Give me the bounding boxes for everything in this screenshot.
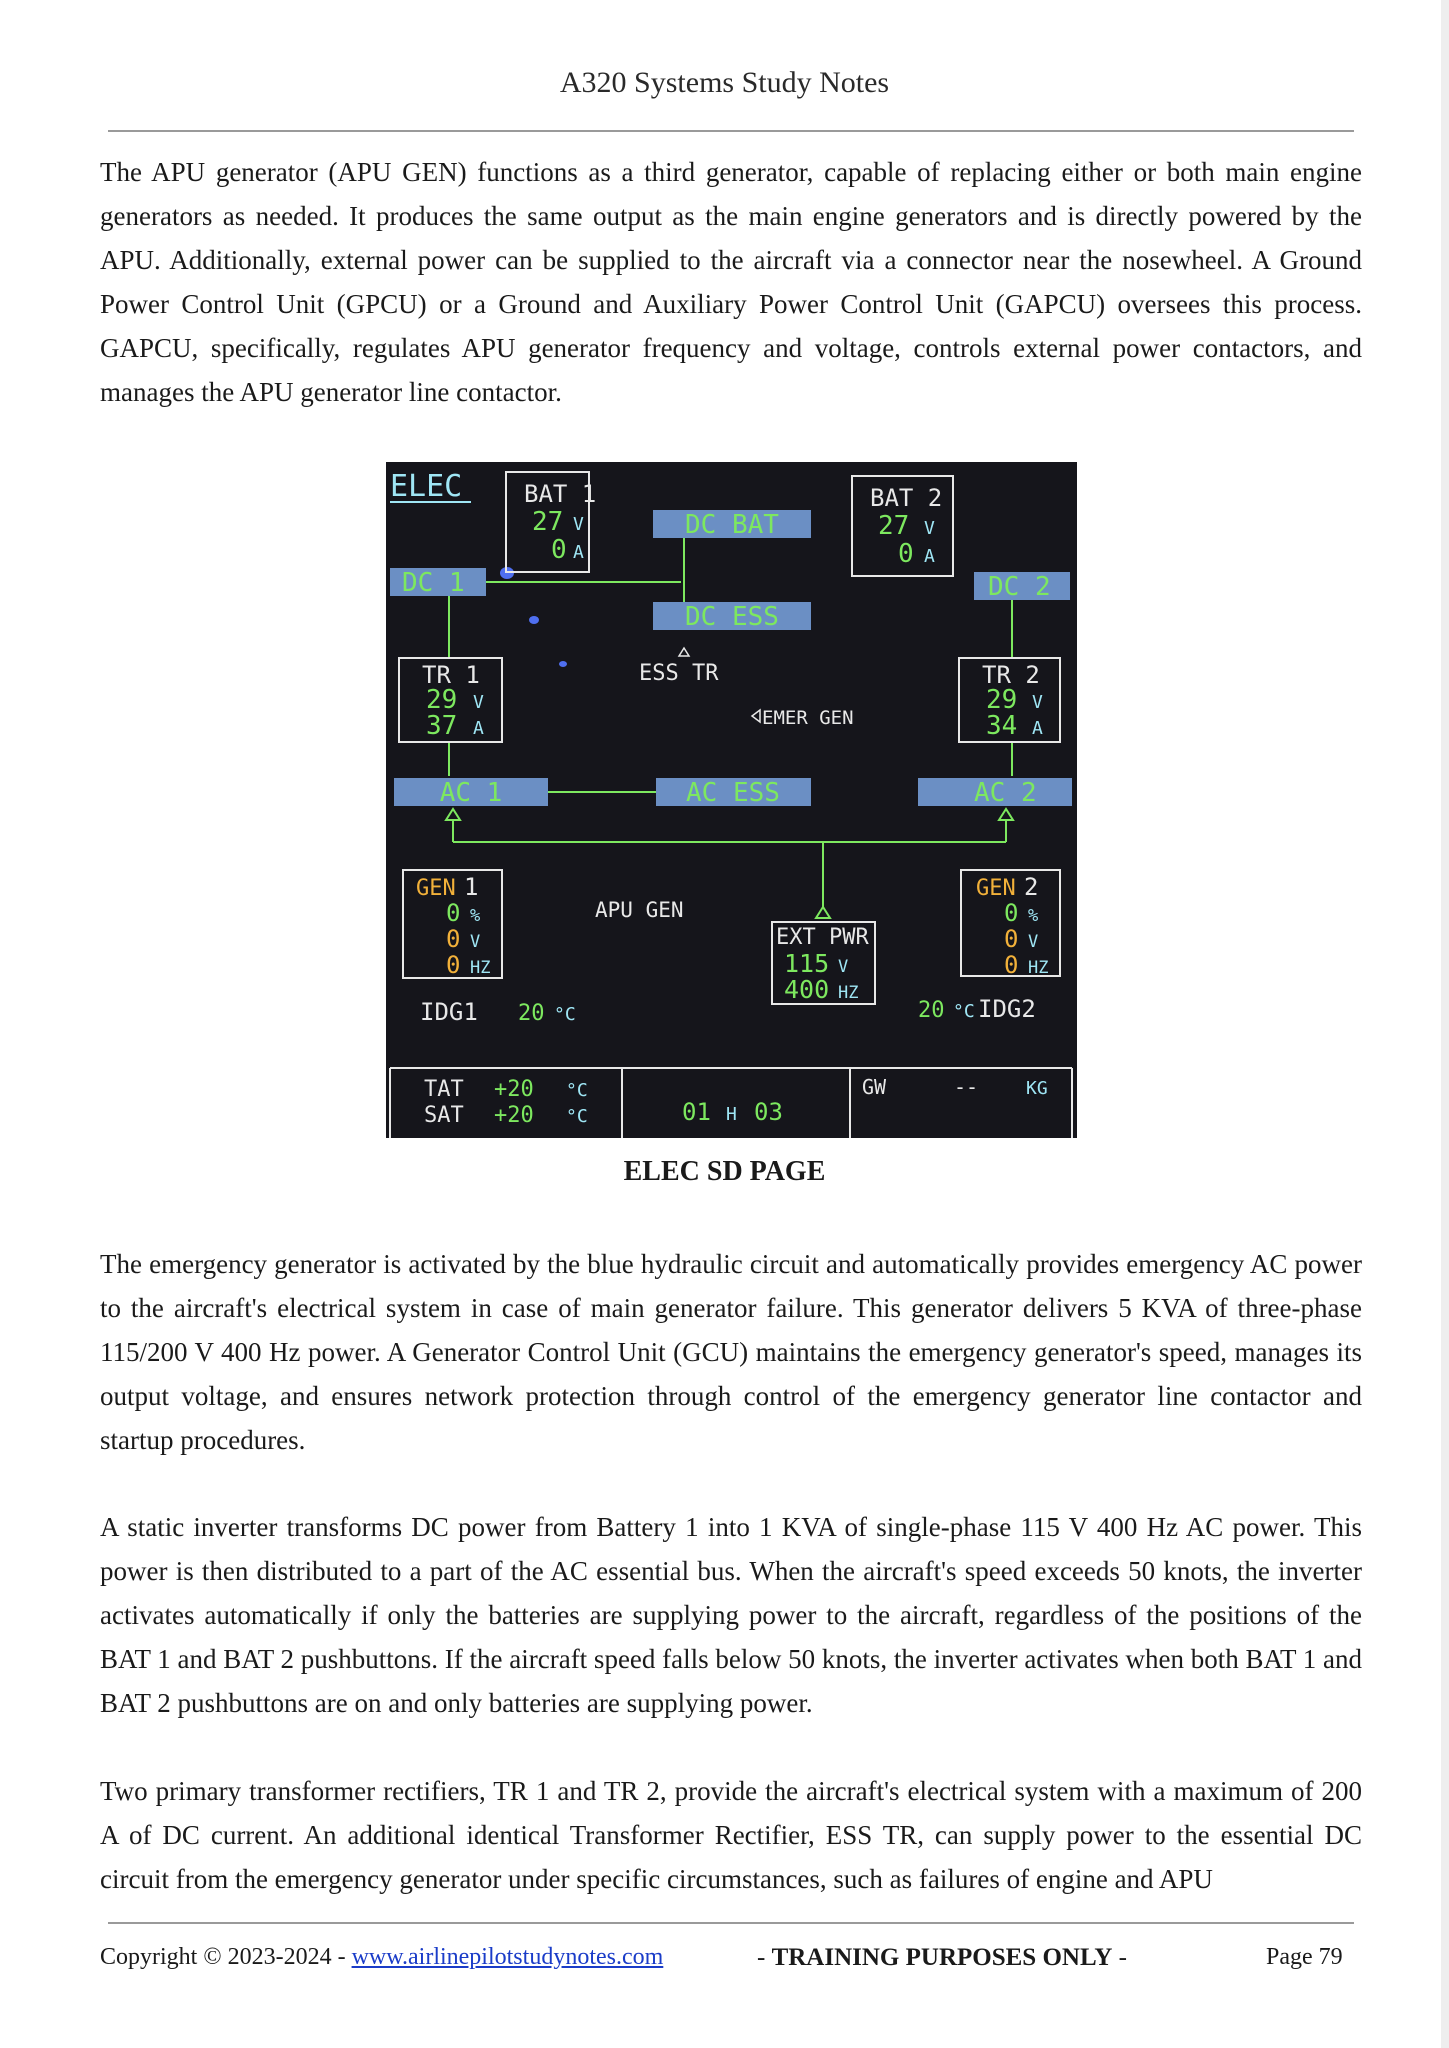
bat1-amps-unit: A (573, 542, 584, 563)
paragraph-apu-generator: The APU generator (APU GEN) functions as a third generator, capable of replacing either or both main engine generators as needed. It produces the same output as the main engine generators and is directly powered by the APU. Additionally, external power can be supplied to the aircraft via a connector near the nosewheel. A Ground Power Control Unit (GPCU) or a Ground and Auxiliary Power Control Unit (GAPCU) oversees this process. GAPCU, specifically, regulates APU generator frequency and voltage, controls external power contactors, and manages the APU generator line contactor. (100, 157, 1362, 407)
gen2-volts-unit: V (1028, 932, 1039, 952)
idg2-temp-unit: °C (953, 1001, 975, 1022)
footer-training-prefix: - (757, 1944, 772, 1971)
emer-gen-label: EMER GEN (762, 707, 854, 729)
tat-label: TAT (424, 1077, 464, 1102)
footer-website-link[interactable]: www.airlinepilotstudynotes.com (351, 1944, 664, 1970)
ac2-bus-label: AC 2 (974, 778, 1037, 808)
footer-copyright (100, 1944, 663, 1971)
footer-copyright-text: Copyright © 2023-2024 - (100, 1944, 352, 1970)
bat1-volts-unit: V (573, 514, 584, 535)
bus-wiring (449, 538, 1012, 908)
ess-tr-arrow-icon (679, 648, 689, 656)
ess-tr-label: ESS TR (639, 661, 719, 686)
emer-gen-arrow-icon (752, 710, 760, 722)
bat1-amps: 0 (551, 535, 567, 565)
tr1-volts: 29 (426, 685, 458, 715)
tr2-label: TR 2 (982, 661, 1040, 689)
gen1-load: 0 (446, 899, 461, 927)
ext-pwr-volts-unit: V (838, 957, 849, 977)
paragraph-transformer-rectifiers: Two primary transformer rectifiers, TR 1 and TR 2, provide the aircraft's electrical system with a maximum of 200 A of DC current. An additional identical Transformer Rectifier, ESS TR, can supply power to the essential DC circuit from the emergency generator under specific circumstances, such as failures of engine and APU (100, 1776, 1362, 1894)
gw-label: GW (862, 1075, 887, 1099)
ext-pwr-volts: 115 (784, 949, 830, 978)
footer-page-number: Page 79 (1266, 1944, 1343, 1970)
tr2-volts: 29 (986, 685, 1018, 715)
ext-pwr-freq-unit: HZ (838, 983, 859, 1003)
gen2-freq: 0 (1004, 951, 1019, 979)
tat-value: +20 (494, 1077, 534, 1102)
paragraph-static-inverter: A static inverter transforms DC power from Battery 1 into 1 KVA of single-phase 115 V 400 Hz AC power. This power is then distributed to a part of the AC essential bus. When the aircraft's speed exceeds 50 knots, the inverter activates automatically if only the batteries are supplying power to the aircraft, regardless of the positions of the BAT 1 and BAT 2 pushbuttons. If the aircraft speed falls below 50 knots, the inverter activates when both BAT 1 and BAT 2 pushbuttons are on and only batteries are supplying power. (100, 1512, 1363, 1718)
gen1-load-unit: % (470, 906, 481, 926)
idg2-label: IDG2 (978, 995, 1036, 1023)
footer-rule (108, 1922, 1354, 1924)
bat2-amps: 0 (898, 539, 914, 569)
figure-caption: ELEC SD PAGE (623, 1156, 826, 1187)
footer-training-suffix: - (1112, 1944, 1127, 1971)
footer-training-text: TRAINING PURPOSES ONLY (771, 1944, 1113, 1971)
dc-ess-bus-label: DC ESS (685, 602, 779, 632)
tr2-volts-unit: V (1032, 692, 1043, 713)
gw-unit: KG (1026, 1078, 1048, 1099)
gen1-number: 1 (464, 873, 479, 901)
sd-page-title: ELEC (390, 469, 463, 504)
dc2-bus-label: DC 2 (988, 572, 1051, 602)
dc-bat-bus-label: DC BAT (685, 510, 779, 540)
gen2-load: 0 (1004, 899, 1019, 927)
gen2-label: GEN (976, 876, 1016, 901)
tr1-label: TR 1 (422, 661, 480, 689)
gw-value: -- (954, 1075, 979, 1099)
dc1-bus-label: DC 1 (402, 568, 465, 598)
gen2-freq-unit: HZ (1028, 958, 1049, 978)
tat-unit: °C (566, 1080, 588, 1101)
page-header-title: A320 Systems Study Notes (559, 66, 890, 99)
bat2-volts: 27 (878, 511, 910, 541)
gen1-label: GEN (416, 876, 456, 901)
idg2-temp: 20 (918, 998, 945, 1023)
page-edge (1441, 0, 1449, 2048)
tr2-amps: 34 (986, 711, 1018, 741)
tr1-amps-unit: A (473, 718, 484, 739)
bat1-volts: 27 (532, 507, 564, 537)
clock-hours: 01 (682, 1098, 711, 1126)
flow-arrows (446, 809, 1013, 918)
gen1-volts: 0 (446, 925, 461, 953)
header-rule (108, 130, 1354, 132)
idg1-temp-unit: °C (554, 1004, 576, 1025)
idg1-label: IDG1 (420, 998, 478, 1026)
tr1-volts-unit: V (473, 692, 484, 713)
elec-sd-display (386, 462, 1077, 1138)
gen2-load-unit: % (1028, 906, 1039, 926)
sat-unit: °C (566, 1106, 588, 1127)
gen2-number: 2 (1024, 873, 1039, 901)
clock-h-unit: H (726, 1104, 737, 1125)
bat2-amps-unit: A (924, 546, 935, 567)
ext-pwr-label: EXT PWR (776, 925, 869, 950)
bat1-label: BAT 1 (524, 480, 597, 508)
page-footer (100, 1944, 1362, 1978)
idg1-temp: 20 (518, 1001, 545, 1026)
apu-gen-label: APU GEN (595, 898, 684, 922)
ac-ess-bus-label: AC ESS (686, 778, 780, 808)
sat-value: +20 (494, 1103, 534, 1128)
ac1-bus-label: AC 1 (439, 778, 503, 808)
ext-pwr-freq: 400 (784, 975, 830, 1004)
bat2-label: BAT 2 (870, 484, 943, 512)
sat-label: SAT (424, 1103, 464, 1128)
tr1-amps: 37 (426, 711, 458, 741)
gen1-volts-unit: V (470, 932, 481, 952)
tr2-amps-unit: A (1032, 718, 1043, 739)
bat2-volts-unit: V (924, 518, 935, 539)
gen1-freq: 0 (446, 951, 461, 979)
footer-training-notice (757, 1944, 1127, 1972)
gen1-freq-unit: HZ (470, 958, 491, 978)
clock-minutes: 03 (754, 1098, 783, 1126)
paragraph-emergency-generator: The emergency generator is activated by the blue hydraulic circuit and automatically provides emergency AC power to the aircraft's electrical system in case of main generator failure. This generator delivers 5 KVA of three-phase 115/200 V 400 Hz power. A Generator Control Unit (GCU) maintains the emergency generator's speed, manages its output voltage, and ensures network protection through control of the emergency generator line contactor and startup procedures. (100, 1249, 1362, 1455)
gen2-volts: 0 (1004, 925, 1019, 953)
